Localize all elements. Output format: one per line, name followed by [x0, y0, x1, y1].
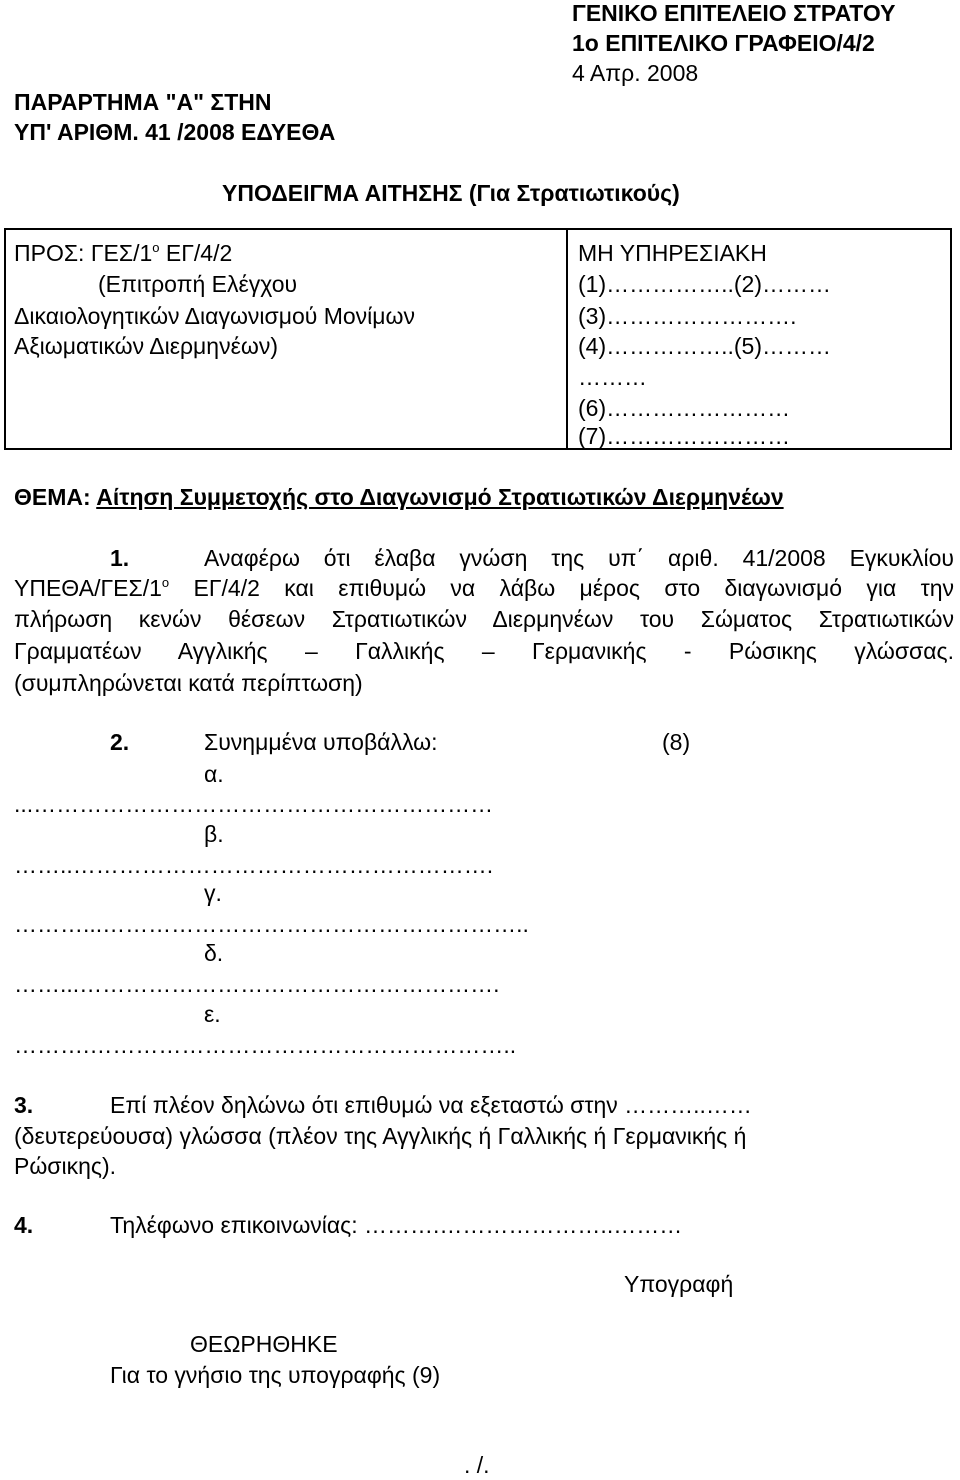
attachment-line-c: ………...………………………………………………..	[14, 911, 529, 937]
attachment-letter-d: δ.	[204, 940, 224, 966]
para-1-line-4: Γραμματέων Αγγλικής – Γαλλικής – Γερμανικής - Ρώσικης γλώσσας.	[14, 638, 954, 664]
para-3-line-1: Επί πλέον δηλώνω ότι επιθυμώ να εξεταστώ στην ………..……	[110, 1092, 752, 1118]
recipient-line-1: ΠΡΟΣ: ΓΕΣ/$1^o$ ΕΓ/4/2	[14, 240, 233, 266]
para-3-line-2: (δευτερεύουσα) γλώσσα (πλέον της Αγγλικής ή Γαλλικής ή Γερμανικής ή	[14, 1123, 747, 1149]
sender-field-1-2: (1)……………..(2)………	[578, 271, 831, 297]
para-1-line-5: (συμπληρώνεται κατά περίπτωση)	[14, 670, 363, 696]
page-continuation: . /.	[464, 1452, 490, 1478]
subject-line	[14, 486, 784, 509]
recipient-line-2: (Επιτροπή Ελέγχου	[98, 271, 298, 297]
sender-field-4-5: (4)……………..(5)………	[578, 333, 831, 359]
para-2-note: (8)	[662, 729, 691, 755]
subject-text: Αίτηση Συμμετοχής στο Διαγωνισμό Στρατιωτικών Διερμηνέων	[96, 484, 784, 510]
header-org-name: ΓΕΝΙΚΟ ΕΠΙΤΕΛΕΙΟ ΣΤΡΑΤΟΥ	[572, 0, 896, 26]
para-1-line-2: ΥΠΕΘΑ/$\Gamma E\Sigma/1^o$ ΕΓ/4/2 και επιθυμώ να λάβω μέρος στο διαγωνισμό για την	[14, 575, 954, 601]
attachment-line-b: ……..……………………………………………….	[14, 852, 494, 878]
verification-note: Για το γνήσιο της υπογραφής (9)	[110, 1362, 441, 1388]
para-3-number: 3.	[14, 1092, 34, 1118]
sender-heading: ΜΗ ΥΠΗΡΕΣΙΑΚΗ	[578, 240, 767, 266]
para-1-number: 1.	[110, 545, 130, 571]
annex-reference: ΥΠ' ΑΡΙΘΜ. 41 /2008 ΕΔΥΕΘΑ	[14, 119, 336, 145]
sender-field-6: (6)……………………	[578, 395, 791, 421]
annex-label: ΠΑΡΑΡΤΗΜΑ "Α" ΣΤΗΝ	[14, 89, 272, 115]
attachment-letter-c: γ.	[204, 880, 222, 906]
attachment-line-d: ……...……………………………………………….	[14, 971, 500, 997]
para-2-number: 2.	[110, 729, 130, 755]
address-box-divider	[566, 228, 568, 450]
para-2-label: Συνημμένα υποβάλλω:	[204, 729, 438, 755]
attachment-line-e: ……….………………………………………………..	[14, 1032, 517, 1058]
para-4-number: 4.	[14, 1212, 34, 1238]
recipient-line-4: Αξιωματικών Διερμηνέων)	[14, 333, 278, 359]
para-1-line-3: πλήρωση κενών θέσεων Στρατιωτικών Διερμηνέων του Σώματος Στρατιωτικών	[14, 606, 954, 632]
attachment-letter-e: ε.	[204, 1001, 221, 1027]
attachment-letter-b: β.	[204, 821, 224, 847]
sender-field-5-cont: ………	[578, 364, 647, 390]
header-office: 1ο ΕΠΙΤΕΛΙΚΟ ΓΡΑΦΕΙΟ/4/2	[572, 30, 875, 56]
header-date: 4 Απρ. 2008	[572, 60, 699, 86]
attachment-line-a: ...……………………………………………………	[14, 791, 494, 817]
recipient-line-3: Δικαιολογητικών Διαγωνισμού Μονίμων	[14, 303, 415, 329]
signature-label: Υπογραφή	[624, 1271, 734, 1297]
sender-field-3: (3)…………………….	[578, 303, 797, 329]
subject-label: ΘΕΜΑ:	[14, 484, 91, 510]
para-1-line-1: Αναφέρω ότι έλαβα γνώση της υπ΄ αριθ. 41/2008 Εγκυκλίου	[204, 545, 954, 571]
attachment-letter-a: α.	[204, 761, 224, 787]
para-3-line-3: Ρώσικης).	[14, 1153, 117, 1179]
document-title: ΥΠΟΔΕΙΓΜΑ ΑΙΤΗΣΗΣ (Για Στρατιωτικούς)	[222, 180, 680, 206]
sender-field-7: (7)……………………	[578, 423, 791, 449]
phone-field: Τηλέφωνο επικοινωνίας: ……….…………………..………	[110, 1212, 683, 1238]
verification-label: ΘΕΩΡΗΘΗΚΕ	[190, 1331, 338, 1357]
